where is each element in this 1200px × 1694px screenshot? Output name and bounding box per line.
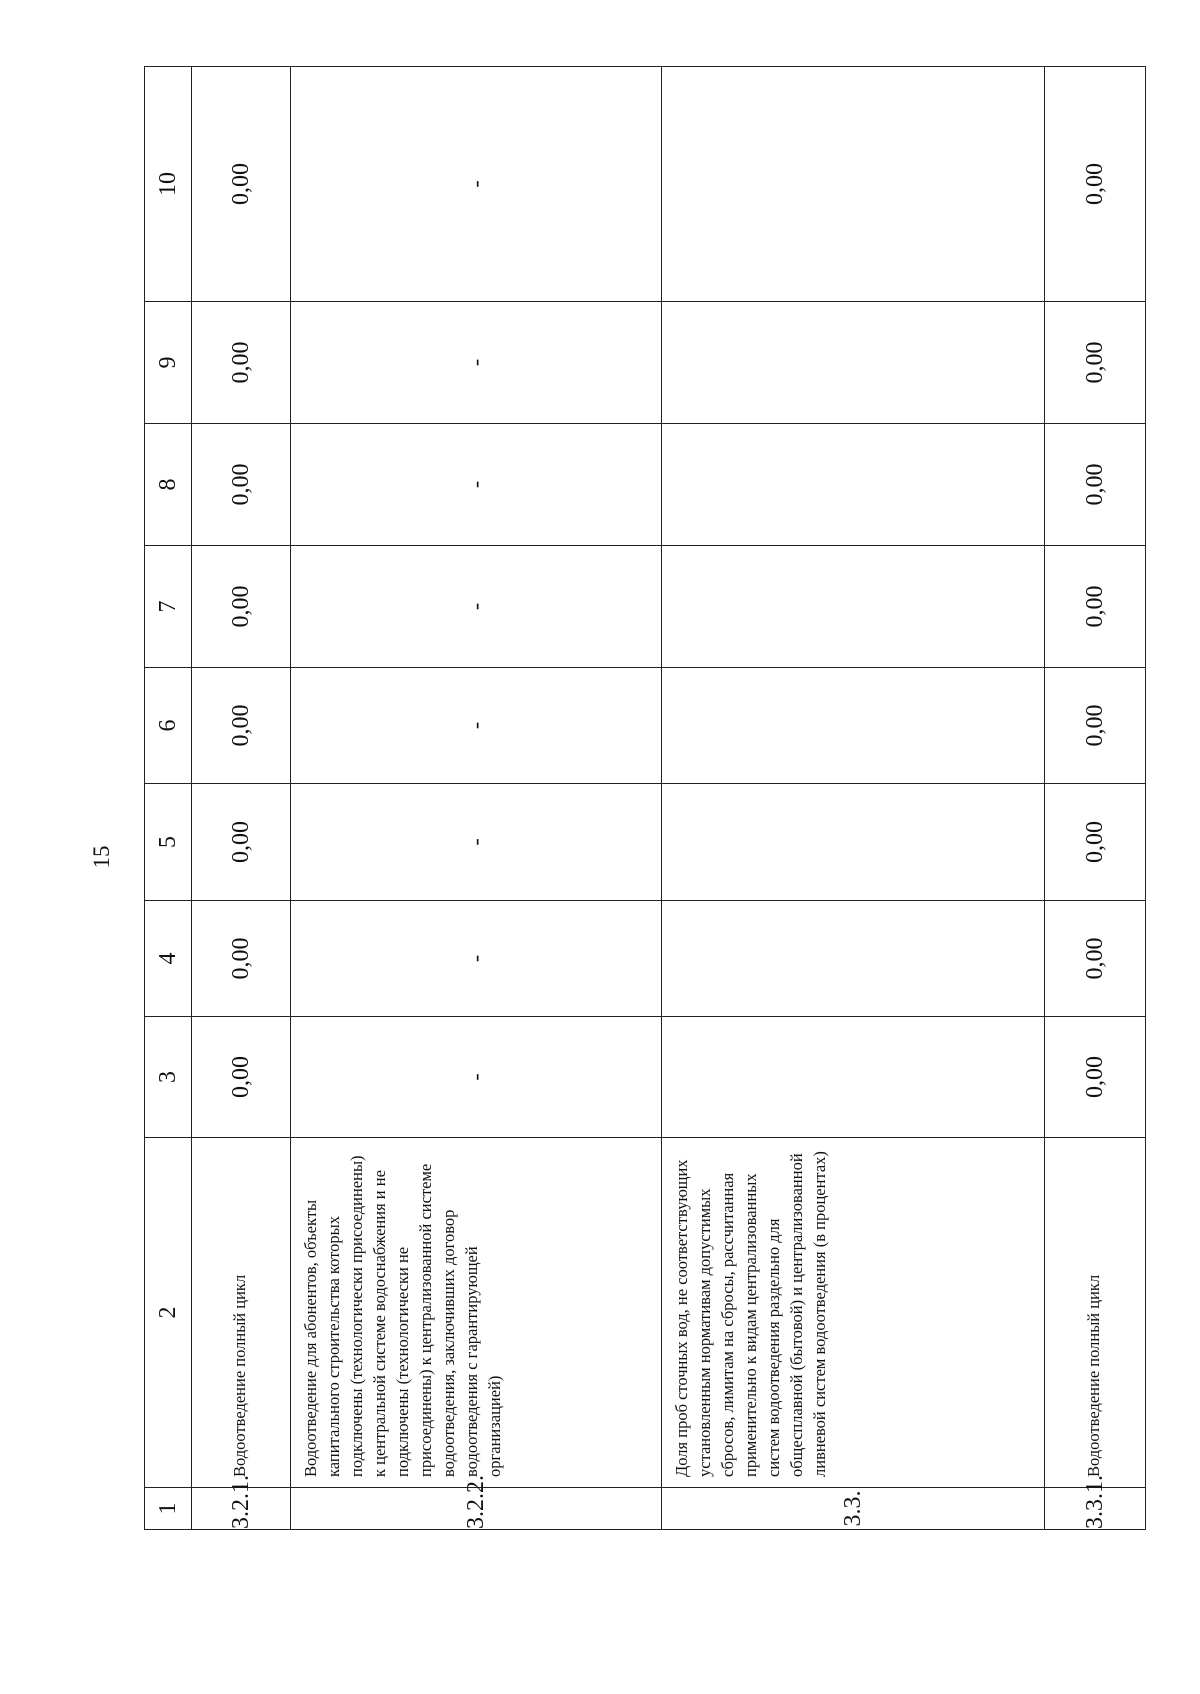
value-cell: 0,00 [1045,302,1146,424]
value-cell: 0,00 [1045,1017,1146,1138]
row-number: 3.2.2. [291,1488,662,1530]
value-cell: 0,00 [192,1017,291,1138]
column-header: 6 [145,668,192,784]
value-cell [662,668,1045,784]
value-cell: 0,00 [1045,784,1146,901]
value-cell: 0,00 [192,784,291,901]
value-cell: 0,00 [192,546,291,668]
column-header: 4 [145,901,192,1017]
value-cell [662,546,1045,668]
value-cell: 0,00 [1045,546,1146,668]
column-header: 10 [145,67,192,302]
table-row [1045,67,1146,1530]
column-header: 2 [145,1138,192,1488]
value-cell: - [291,424,662,546]
indicators-table [144,66,1146,1530]
value-cell: - [291,784,662,901]
row-name: Водоотведение полный цикл [192,1138,291,1488]
value-cell [662,784,1045,901]
row-name: Водоотведение полный цикл [1045,1138,1146,1488]
row-number: 3.2.1. [192,1488,291,1530]
column-header: 8 [145,424,192,546]
value-cell [662,302,1045,424]
column-number-header-row [145,67,192,1530]
value-cell: 0,00 [192,424,291,546]
row-number: 3.3. [662,1488,1045,1530]
column-header: 7 [145,546,192,668]
value-cell: - [291,546,662,668]
value-cell: 0,00 [1045,424,1146,546]
value-cell: - [291,67,662,302]
value-cell: 0,00 [1045,67,1146,302]
value-cell: 0,00 [192,67,291,302]
table-rotated-container [144,163,1112,1530]
column-header: 1 [145,1488,192,1530]
rotated-table-frame [144,163,1112,1530]
column-header: 9 [145,302,192,424]
value-cell: - [291,901,662,1017]
value-cell: - [291,668,662,784]
table-row [291,67,662,1530]
value-cell [662,67,1045,302]
value-cell [662,901,1045,1017]
value-cell: - [291,302,662,424]
row-name: Водоотведение для абонентов, объекты капитального строительства которых подключены (технологически присоединены) к центральной системе водоснабжения и не подключены (технологически не присоединены) к централизованной системе водоотведения, заключивших договор водоотведения с гарантирующей организацией) [291,1138,662,1488]
column-header: 5 [145,784,192,901]
table-row [192,67,291,1530]
column-header: 3 [145,1017,192,1138]
value-cell: 0,00 [192,302,291,424]
row-name: Доля проб сточных вод, не соответствующих установленным нормативам допустимых сбросов, лимитам на сбросы, рассчитанная применительно к видам централизованных систем водоотведения раздельно для общесплавной (бытовой) и централизованной ливневой систем водоотведения (в процентах) [662,1138,1045,1488]
value-cell: 0,00 [1045,901,1146,1017]
row-number: 3.3.1. [1045,1488,1146,1530]
value-cell [662,1017,1045,1138]
table-row [662,67,1045,1530]
value-cell: - [291,1017,662,1138]
page-number: 15 [89,845,114,869]
value-cell: 0,00 [192,901,291,1017]
value-cell [662,424,1045,546]
value-cell: 0,00 [1045,668,1146,784]
value-cell: 0,00 [192,668,291,784]
